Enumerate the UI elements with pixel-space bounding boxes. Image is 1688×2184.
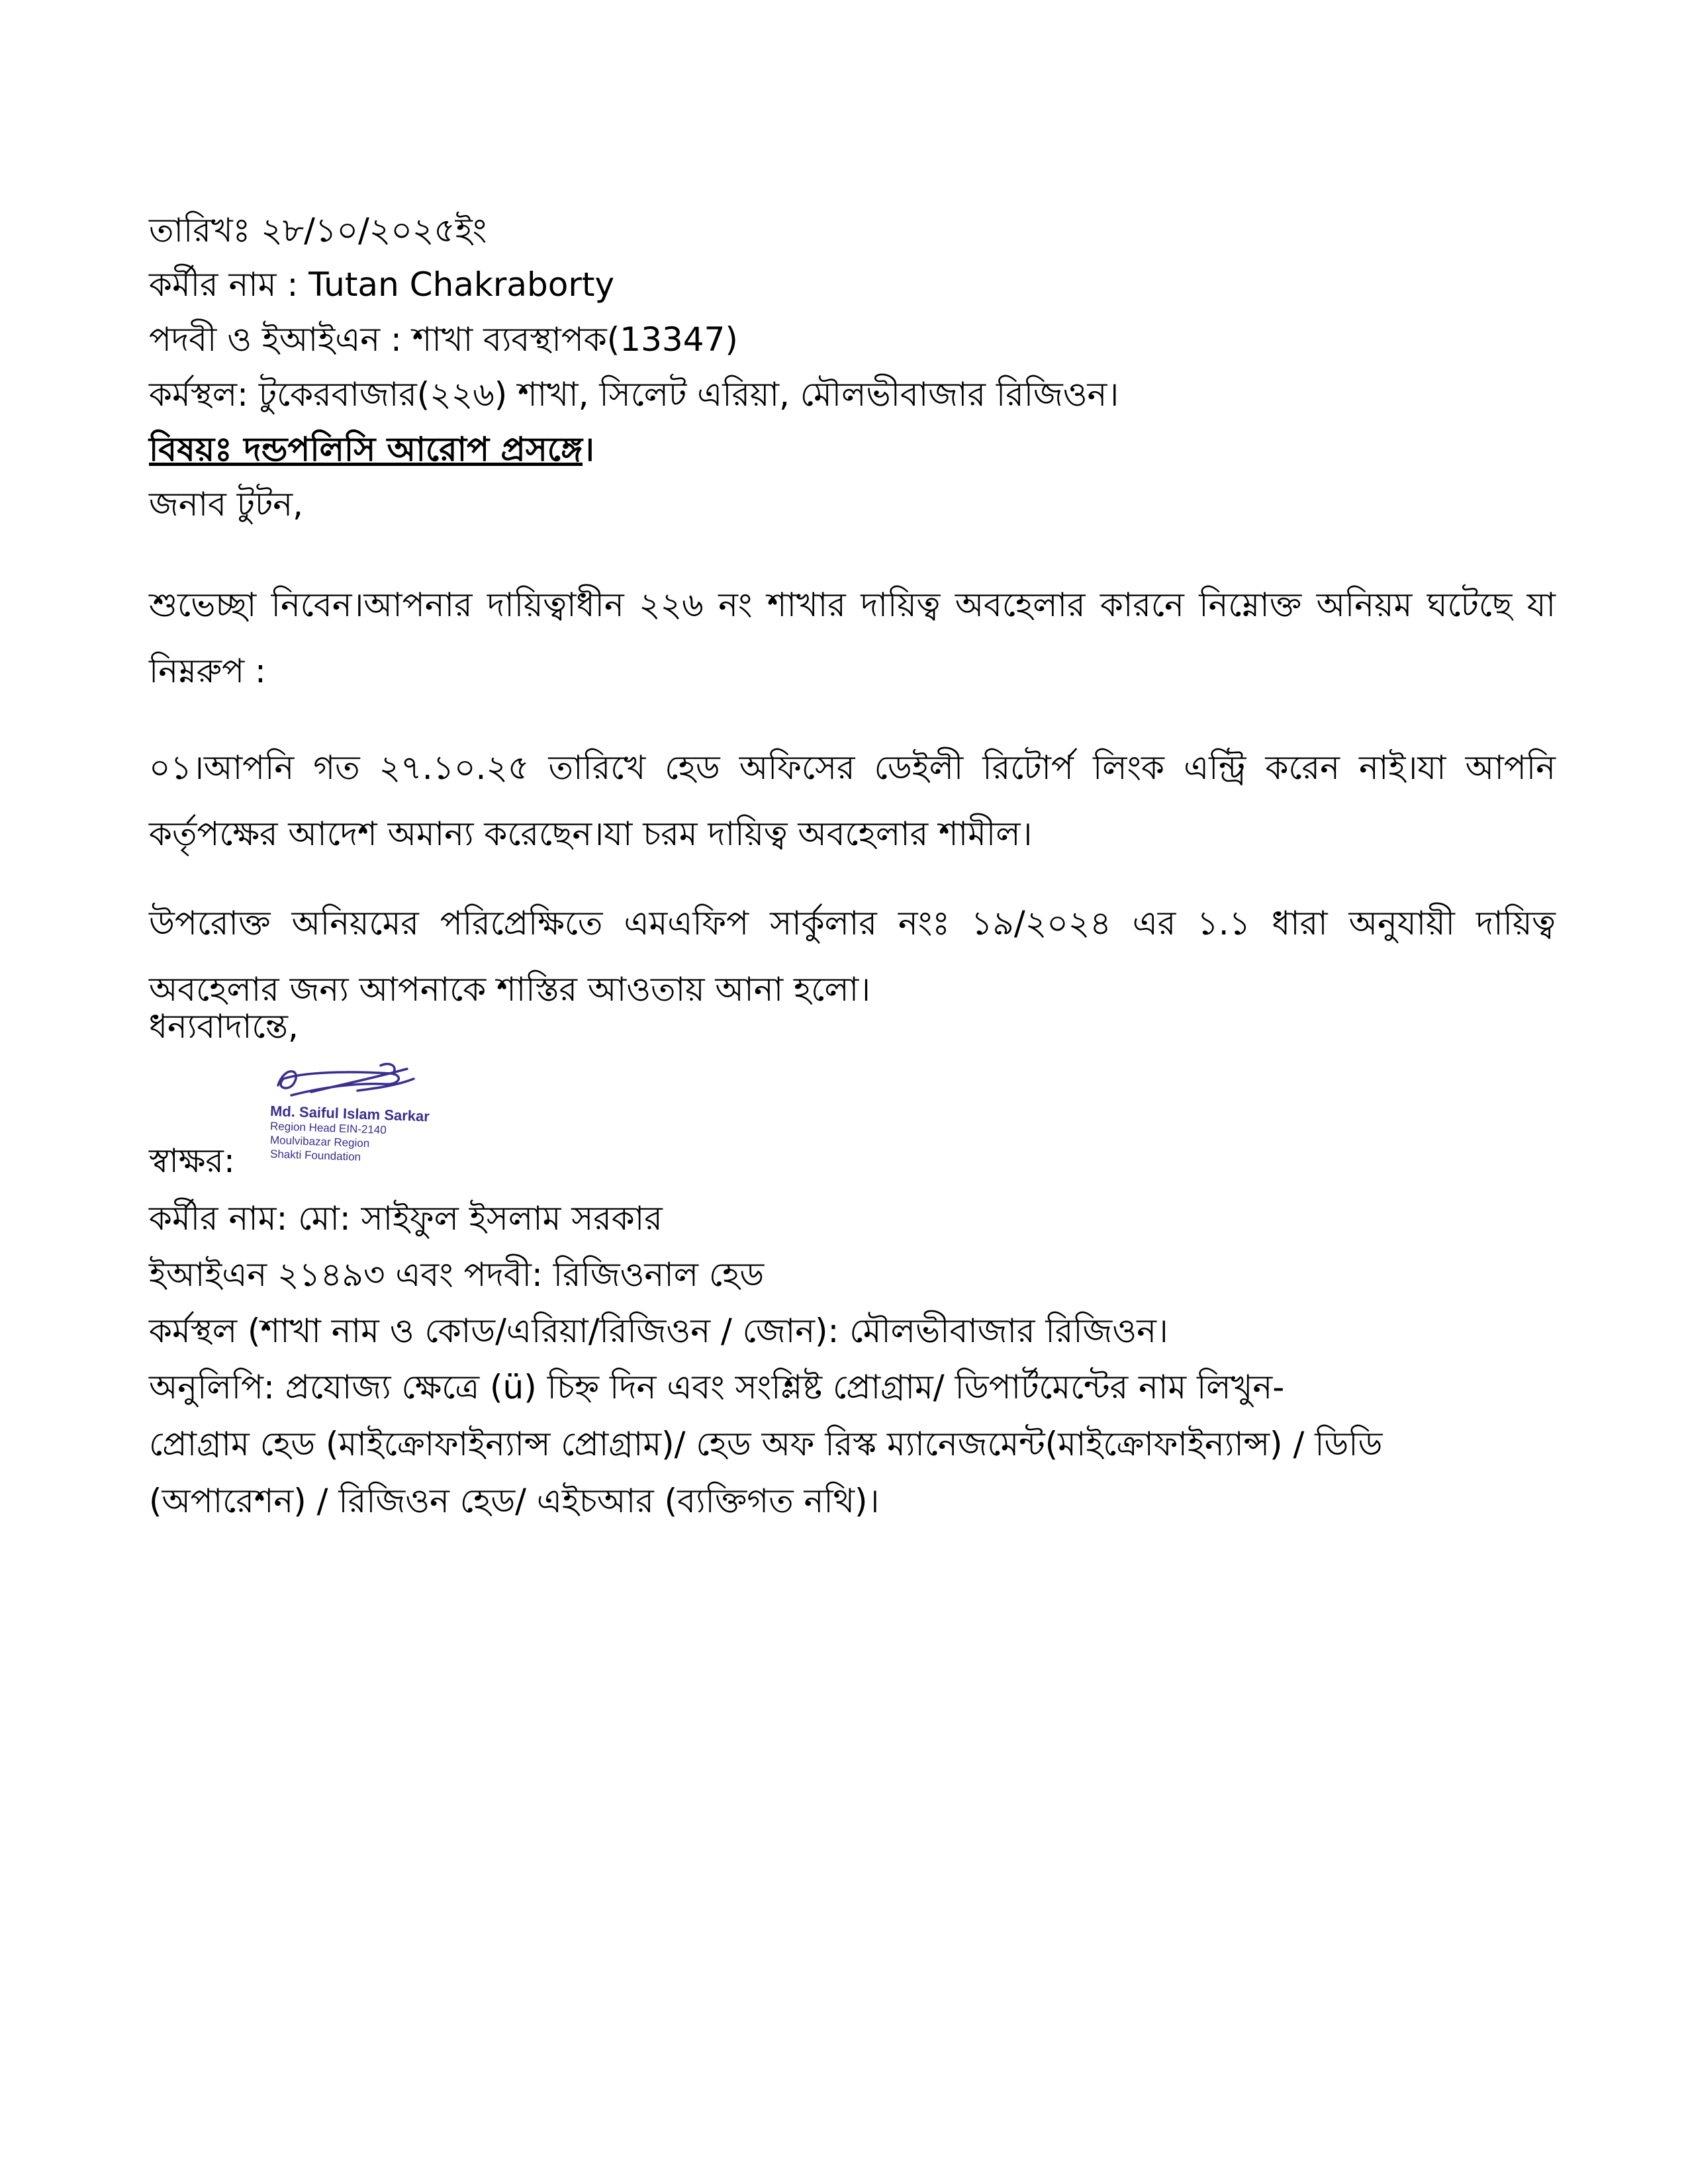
body-paragraph-1: শুভেচ্ছা নিবেন।আপনার দায়িত্বাধীন ২২৬ নং শাখার দায়িত্ব অবহেলার কারনে নিম্নোক্ত অনিয়ম ঘটেছে যা নিম্নরুপ : xyxy=(149,586,1556,690)
workplace-line: কর্মস্থল: টুকেরবাজার(২২৬) শাখা, সিলেট এরিয়া, মৌলভীবাজার রিজিওন। xyxy=(149,375,1119,414)
stamp-role: Region Head EIN-2140 xyxy=(269,1119,387,1137)
closing-line: ধন্যবাদান্তে, xyxy=(149,1007,299,1046)
subject-end: । xyxy=(583,430,594,469)
cc-line-3: (অপারেশন) / রিজিওন হেড/ এইচআর (ব্যক্তিগত নথি)। xyxy=(149,1482,880,1520)
body-paragraph-2: ০১।আপনি গত ২৭.১০.২৫ তারিখে হেড অফিসের ডেইলী রিটোর্প লিংক এন্ট্রি করেন নাই।যা আপনি কর্তৃপক্ষের আদেশ অমান্য করেছেন।যা চরম দায়িত্ব অবহেলার শামীল। xyxy=(149,749,1556,853)
employee-name-line: কর্মীর নাম : Tutan Chakraborty xyxy=(149,265,615,304)
cc-line-1: অনুলিপি: প্রযোজ্য ক্ষেত্রে (ü) চিহ্ন দিন এবং সংশ্লিষ্ট প্রোগ্রাম/ ডিপার্টমেন্টের নাম লিখুন- xyxy=(149,1368,1285,1406)
salutation: জনাব টুটন, xyxy=(149,485,304,523)
signatory-ein-line: ইআইএন ২১৪৯৩ এবং পদবী: রিজিওনাল হেড xyxy=(149,1255,765,1294)
signature-label: স্বাক্ষর: xyxy=(149,1142,235,1180)
stamp-region: Moulvibazar Region xyxy=(269,1133,370,1150)
date-line: তারিখঃ ২৮/১০/২০২৫ইং xyxy=(149,211,487,250)
body-paragraph-3: উপরোক্ত অনিয়মের পরিপ্রেক্ষিতে এমএফিপ সার্কুলার নংঃ ১৯/২০২৪ এর ১.১ ধারা অনুযায়ী দায়িত্ব অবহেলার জন্য আপনাকে শাস্তির আওতায় আনা হলো। xyxy=(149,904,1556,1009)
signatory-name-line: কর্মীর নাম: মো: সাইফুল ইসলাম সরকার xyxy=(149,1199,663,1238)
subject-line xyxy=(149,426,1566,473)
signatory-workplace-line: কর্মস্থল (শাখা নাম ও কোড/এরিয়া/রিজিওন / জোন): মৌলভীবাজার রিজিওন। xyxy=(149,1312,1168,1350)
cc-line-2: প্রোগ্রাম হেড (মাইক্রোফাইন্যান্স প্রোগ্রাম)/ হেড অফ রিস্ক ম্যানেজমেন্ট(মাইক্রোফাইন্যান্স) / ডিডি xyxy=(149,1425,1383,1463)
stamp-name: Md. Saiful Islam Sarkar xyxy=(269,1102,430,1125)
subject-text: বিষয়ঃ দন্ডপলিসি আরোপ প্রসঙ্গে xyxy=(149,430,583,469)
designation-line: পদবী ও ইআইএন : শাখা ব্যবস্থাপক(13347) xyxy=(149,320,738,359)
stamp-org: Shakti Foundation xyxy=(269,1147,361,1163)
